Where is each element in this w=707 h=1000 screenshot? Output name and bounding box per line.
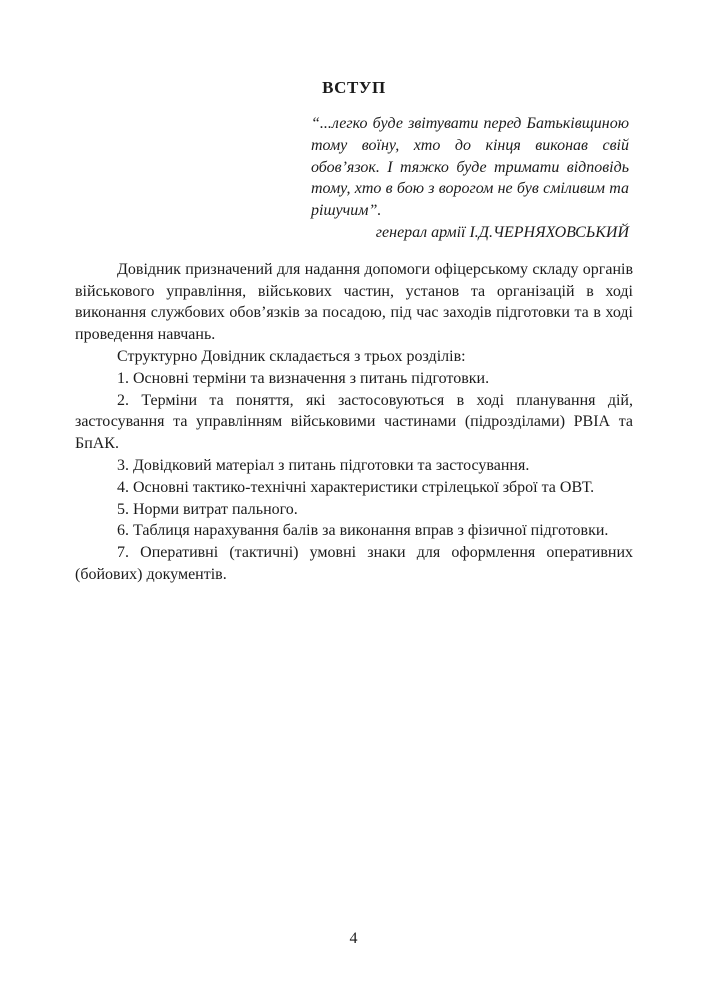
list-item-3: 3. Довідковий матеріал з питань підготовки та застосування. (117, 456, 530, 474)
epigraph-attribution: генерал армії І.Д.ЧЕРНЯХОВСЬКИЙ (375, 223, 629, 241)
epigraph-quote: “...легко буде звітувати перед Батьківщиною тому воїну, хто до кінця виконав свій обов’язок. І тяжко буде тримати відповідь тому, хто в бою з ворогом не був сміливим та рішучим”. (311, 115, 629, 220)
list-item-1: 1. Основні терміни та визначення з питань підготовки. (117, 369, 490, 387)
paragraph-intro: Довідник призначений для надання допомоги офіцерському складу органів військового управління, військових частин, установ та організацій в ході виконання службових обов’язків за посадою, під час заходів підготовки та в ході проведення навчань. (75, 260, 633, 344)
paragraph-structure: Структурно Довідник складається з трьох розділів: (117, 347, 466, 365)
list-item-5: 5. Норми витрат пального. (117, 500, 298, 518)
page-title: ВСТУП (322, 78, 386, 97)
list-item-7: 7. Оперативні (тактичні) умовні знаки для оформлення оперативних (бойових) документів. (75, 544, 633, 583)
body-text (75, 259, 633, 586)
list-item-4: 4. Основні тактико-технічні характеристики стрілецької зброї та ОВТ. (117, 478, 595, 496)
page-number: 4 (349, 930, 358, 947)
list-item-6: 6. Таблиця нарахування балів за виконання вправ з фізичної підготовки. (117, 522, 609, 540)
list-item-2: 2. Терміни та поняття, які застосовуються в ході планування дій, застосування та управлінням військовими частинами (підрозділами) РВІА та БпАК. (75, 391, 633, 453)
epigraph (311, 113, 629, 244)
